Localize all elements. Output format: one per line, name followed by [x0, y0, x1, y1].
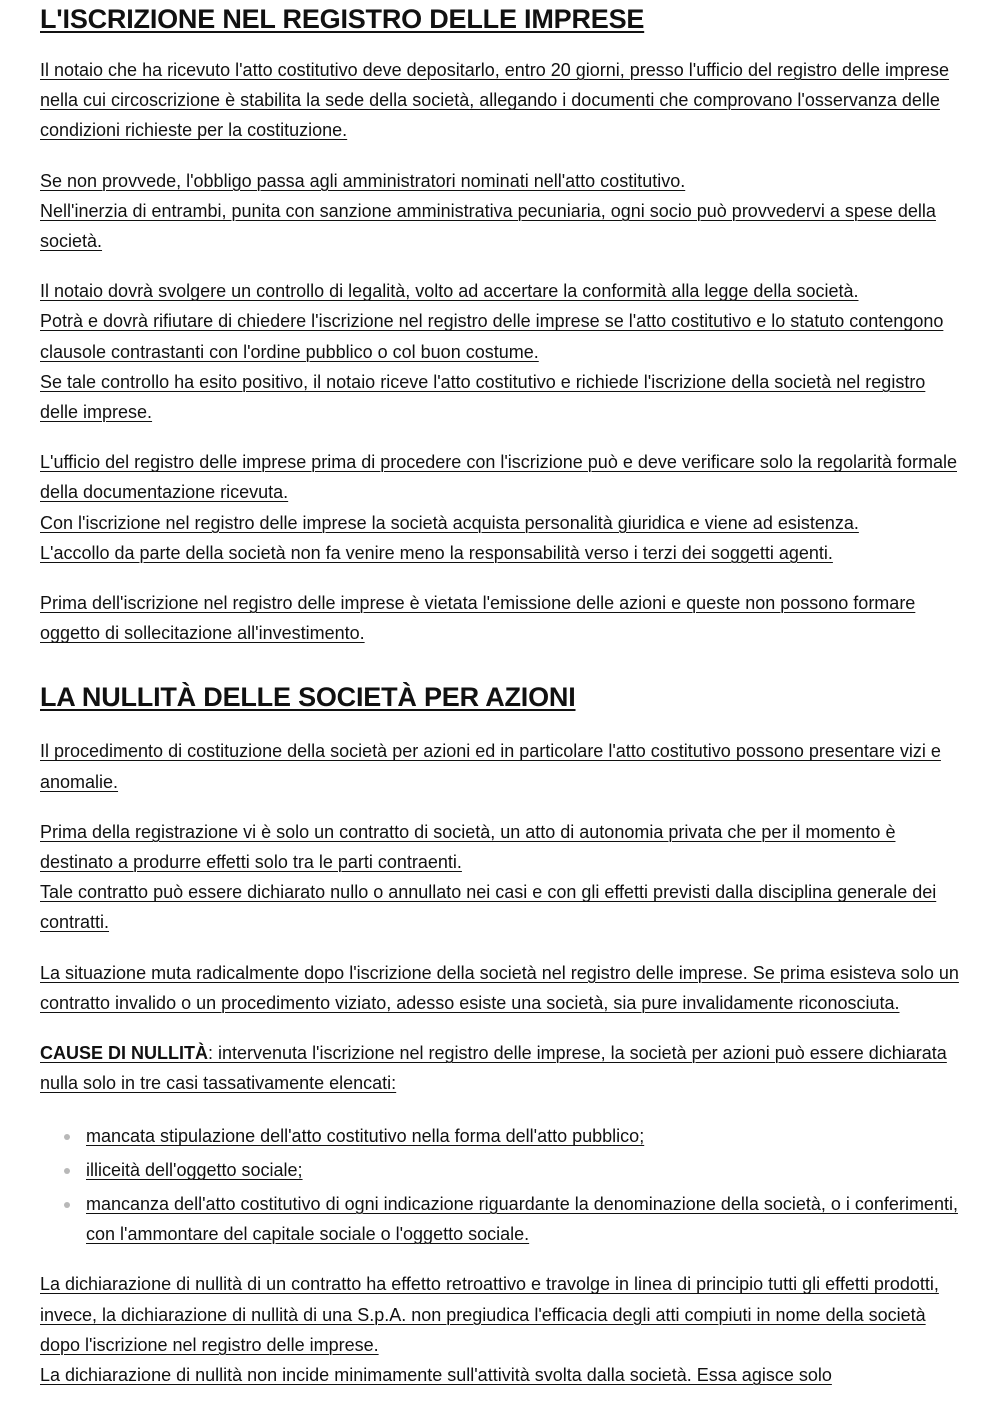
bullet-icon	[64, 1168, 70, 1174]
section-title-nullita: LA NULLITÀ DELLE SOCIETÀ PER AZIONI	[40, 682, 576, 713]
bullet-icon	[64, 1134, 70, 1140]
paragraph-verifica-formale: L'ufficio del registro delle imprese prima di procedere con l'iscrizione può e deve verificare solo la regolarità formale della documentazione ricevuta.	[40, 452, 957, 503]
paragraph-deposito: Il notaio che ha ricevuto l'atto costitutivo deve depositarlo, entro 20 giorni, presso l'ufficio del registro delle imprese nella cui circoscrizione è stabilita la sede della società, allegando i documenti che comprovano l'osservanza delle condizioni richieste per la costituzione.	[40, 60, 950, 141]
paragraph-esito-positivo: Se tale controllo ha esito positivo, il notaio riceve l'atto costitutivo e richiede l'iscrizione della società nel registro delle imprese.	[40, 371, 926, 423]
paragraph-accollo: L'accollo da parte della società non fa venire meno la responsabilità verso i terzi dei soggetti agenti.	[40, 542, 833, 563]
paragraph-rifiuto: Potrà e dovrà rifiutare di chiedere l'iscrizione nel registro delle imprese se l'atto costitutivo e lo statuto contengono clausole contrastanti con l'ordine pubblico o col buon costume.	[40, 311, 944, 362]
paragraph-emissione-azioni: Prima dell'iscrizione nel registro delle imprese è vietata l'emissione delle azioni e queste non possono formare oggetto di sollecitazione all'investimento.	[40, 593, 916, 644]
paragraph-inerzia: Nell'inerzia di entrambi, punita con sanzione amministrativa pecuniaria, ogni socio può provvedervi a spese della società.	[40, 200, 936, 252]
cause-nullita-intro: : intervenuta l'iscrizione nel registro delle imprese, la società per azioni può essere dichiarata nulla solo in tre casi tassativamente elencati:	[40, 1043, 947, 1094]
list-item	[40, 1189, 965, 1249]
causes-list	[40, 1121, 965, 1249]
section-title-iscrizione: L'ISCRIZIONE NEL REGISTRO DELLE IMPRESE	[40, 4, 645, 34]
paragraph-effetto-retroattivo: La dichiarazione di nullità di un contratto ha effetto retroattivo e travolge in linea di principio tutti gli effetti prodotti, invece, la dichiarazione di nullità di una S.p.A. non pregiudica l'efficacia degli atti compiuti in nome della società dopo l'iscrizione nel registro delle imprese.	[40, 1274, 939, 1355]
paragraph-vizi: Il procedimento di costituzione della società per azioni ed in particolare l'atto costitutivo possono presentare vizi e anomalie.	[40, 741, 941, 792]
paragraph-group-obbligo	[40, 166, 965, 257]
paragraph-contratto-nullo: Tale contratto può essere dichiarato nullo o annullato nei casi e con gli effetti previsti dalla disciplina generale dei contratti.	[40, 882, 937, 933]
paragraph-group-controllo	[40, 276, 965, 427]
list-item	[40, 1155, 965, 1185]
paragraph-group-effetti	[40, 1269, 965, 1390]
document-page	[40, 0, 965, 1390]
paragraph-prima-registrazione: Prima della registrazione vi è solo un contratto di società, un atto di autonomia privata che per il momento è destinato a produrre effetti solo tra le parti contraenti.	[40, 821, 896, 873]
paragraph-attivita-svolta: La dichiarazione di nullità non incide minimamente sull'attività svolta dalla società. Essa agisce solo	[40, 1364, 832, 1385]
cause-nullita-label: CAUSE DI NULLITÀ	[40, 1043, 208, 1064]
cause-text: mancanza dell'atto costitutivo di ogni indicazione riguardante la denominazione della società, o i conferimenti, con l'ammontare del capitale sociale o l'oggetto sociale.	[86, 1193, 958, 1245]
paragraph-group-contratto	[40, 817, 965, 938]
paragraph-cause-nullita	[40, 1038, 965, 1098]
cause-text: illiceità dell'oggetto sociale;	[86, 1160, 303, 1181]
list-item	[40, 1121, 965, 1151]
paragraph-group-ufficio	[40, 447, 965, 568]
paragraph-personalita-giuridica: Con l'iscrizione nel registro delle imprese la società acquista personalità giuridica e viene ad esistenza.	[40, 512, 859, 533]
paragraph-controllo-legalita: Il notaio dovrà svolgere un controllo di legalità, volto ad accertare la conformità alla legge della società.	[40, 281, 859, 302]
paragraph-situazione-muta: La situazione muta radicalmente dopo l'iscrizione della società nel registro delle imprese. Se prima esisteva solo un contratto invalido o un procedimento viziato, adesso esiste una società, sia pure invalidamente riconosciuta.	[40, 962, 959, 1013]
bullet-icon	[64, 1202, 70, 1208]
paragraph-obbligo: Se non provvede, l'obbligo passa agli amministratori nominati nell'atto costitutivo.	[40, 170, 686, 191]
cause-text: mancata stipulazione dell'atto costitutivo nella forma dell'atto pubblico;	[86, 1126, 645, 1147]
